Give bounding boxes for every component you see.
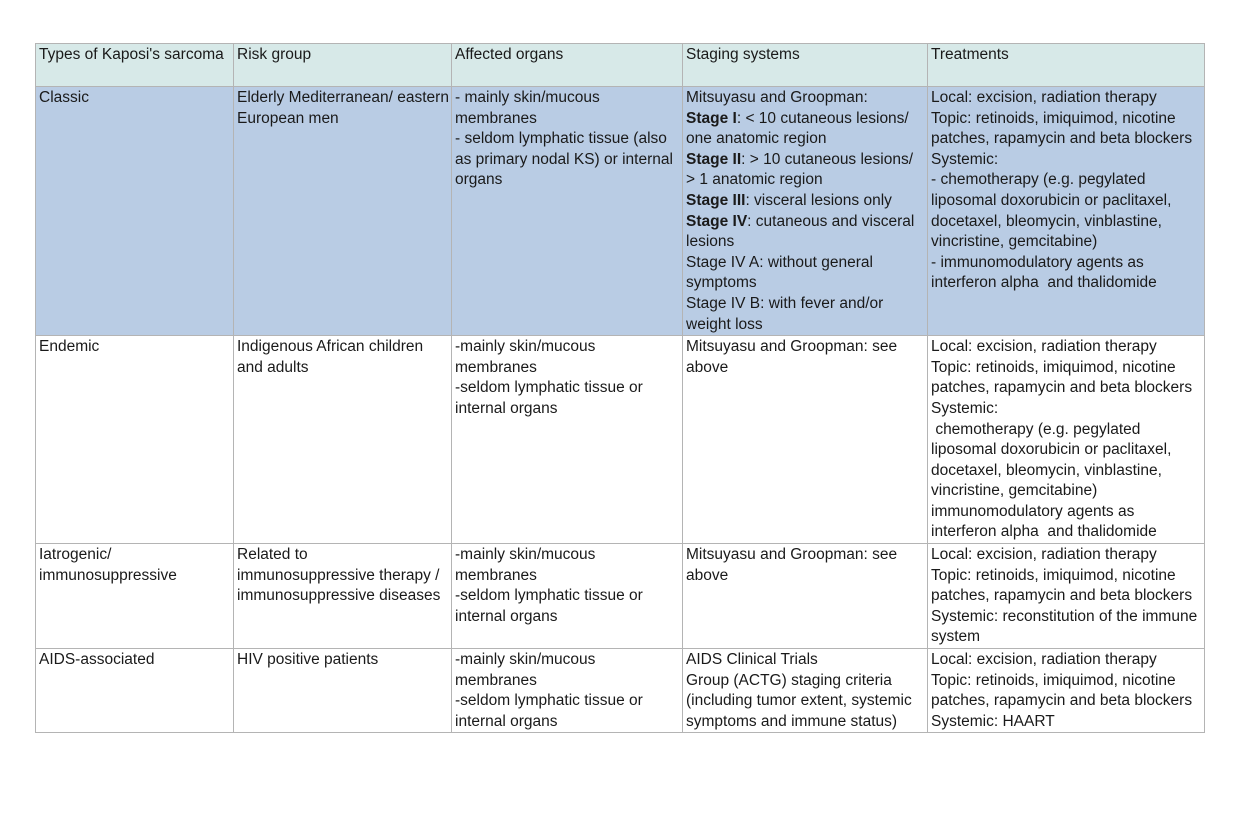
treatment-line: Systemic: bbox=[931, 399, 999, 417]
cell-treatments bbox=[928, 544, 1205, 649]
header-staging-systems: Staging systems bbox=[683, 44, 928, 87]
organ-line: -seldom lymphatic tissue or internal organs bbox=[455, 587, 648, 625]
staging-line bbox=[686, 545, 925, 586]
cell-risk-group: Indigenous African children and adults bbox=[234, 336, 452, 544]
cell-affected-organs bbox=[452, 336, 683, 544]
stage-text: Mitsuyasu and Groopman: see above bbox=[686, 338, 902, 376]
treatment-line: Local: excision, radiation therapy bbox=[931, 338, 1157, 356]
staging-line bbox=[686, 212, 925, 253]
header-affected-organs: Affected organs bbox=[452, 44, 683, 87]
organ-line: -seldom lymphatic tissue or internal organs bbox=[455, 379, 648, 417]
cell-type: Endemic bbox=[36, 336, 234, 544]
cell-staging bbox=[683, 649, 928, 733]
treatment-line: Systemic: bbox=[931, 150, 999, 168]
staging-line bbox=[686, 294, 925, 335]
header-types: Types of Kaposi's sarcoma bbox=[36, 44, 234, 87]
staging-line bbox=[686, 671, 925, 733]
cell-type: Classic bbox=[36, 87, 234, 336]
stage-label: Stage III bbox=[686, 191, 746, 209]
treatment-line: Local: excision, radiation therapy bbox=[931, 89, 1157, 106]
cell-affected-organs bbox=[452, 87, 683, 336]
treatment-line: Systemic: HAART bbox=[931, 712, 1055, 730]
treatment-line: - chemotherapy (e.g. pegylated liposomal doxorubicin or paclitaxel, docetaxel, bleomycin, vinblastine, vincristine, gemcitabine) bbox=[931, 171, 1176, 251]
treatment-line: - immunomodulatory agents as interferon alpha and thalidomide bbox=[931, 253, 1157, 292]
organ-line: -mainly skin/mucous membranes bbox=[455, 651, 600, 689]
stage-text: : visceral lesions only bbox=[745, 191, 892, 209]
stage-text: Stage IV A: without general symptoms bbox=[686, 253, 878, 292]
staging-line bbox=[686, 150, 925, 191]
cell-staging bbox=[683, 87, 928, 336]
staging-line bbox=[686, 650, 925, 671]
stage-text: : cutaneous and visceral lesions bbox=[686, 212, 919, 251]
cell-treatments bbox=[928, 87, 1205, 336]
table-row bbox=[36, 544, 1205, 649]
table-row bbox=[36, 336, 1205, 544]
cell-type: AIDS-associated bbox=[36, 649, 234, 733]
stage-text: Group (ACTG) staging criteria (including tumor extent, systemic symptoms and immune status) bbox=[686, 671, 917, 730]
treatment-line: Topic: retinoids, imiquimod, nicotine patches, rapamycin and beta blockers bbox=[931, 566, 1193, 605]
treatment-line: Topic: retinoids, imiquimod, nicotine patches, rapamycin and beta blockers bbox=[931, 358, 1193, 397]
treatment-line: Local: excision, radiation therapy bbox=[931, 546, 1157, 564]
table-body bbox=[36, 87, 1205, 733]
table-header bbox=[36, 44, 1205, 87]
stage-text: Stage IV B: with fever and/or weight loss bbox=[686, 294, 888, 333]
treatment-line: Systemic: reconstitution of the immune system bbox=[931, 607, 1202, 646]
staging-line bbox=[686, 253, 925, 294]
header-row bbox=[36, 44, 1205, 87]
treatment-line: Topic: retinoids, imiquimod, nicotine patches, rapamycin and beta blockers bbox=[931, 109, 1193, 148]
stage-text: AIDS Clinical Trials bbox=[686, 651, 818, 669]
cell-staging bbox=[683, 336, 928, 544]
staging-line bbox=[686, 337, 925, 378]
cell-treatments bbox=[928, 336, 1205, 544]
table-row bbox=[36, 87, 1205, 336]
organ-line: - mainly skin/mucous membranes bbox=[455, 89, 605, 127]
cell-affected-organs bbox=[452, 544, 683, 649]
stage-label: Stage II bbox=[686, 150, 742, 168]
cell-risk-group: Elderly Mediterranean/ eastern European men bbox=[234, 87, 452, 336]
organ-line: -seldom lymphatic tissue or internal organs bbox=[455, 692, 648, 730]
stage-text: : > 10 cutaneous lesions/ > 1 anatomic region bbox=[686, 150, 918, 189]
header-risk-group: Risk group bbox=[234, 44, 452, 87]
stage-label: Stage IV bbox=[686, 212, 748, 230]
treatment-line: chemotherapy (e.g. pegylated liposomal doxorubicin or paclitaxel, docetaxel, bleomycin, vinblastine, vincristine, gemcitabine) bbox=[931, 420, 1176, 500]
cell-risk-group: Related to immunosuppressive therapy / immunosuppressive diseases bbox=[234, 544, 452, 649]
treatment-line: Topic: retinoids, imiquimod, nicotine patches, rapamycin and beta blockers bbox=[931, 671, 1193, 710]
stage-text: Mitsuyasu and Groopman: see above bbox=[686, 546, 902, 584]
cell-risk-group: HIV positive patients bbox=[234, 649, 452, 733]
organ-line: -mainly skin/mucous membranes bbox=[455, 338, 600, 376]
cell-treatments bbox=[928, 649, 1205, 733]
stage-text: : < 10 cutaneous lesions/ one anatomic region bbox=[686, 109, 914, 148]
stage-text: Mitsuyasu and Groopman: bbox=[686, 89, 868, 106]
cell-affected-organs bbox=[452, 649, 683, 733]
treatment-line: Local: excision, radiation therapy bbox=[931, 651, 1157, 669]
cell-type: Iatrogenic/ immunosuppressive bbox=[36, 544, 234, 649]
organ-line: - seldom lymphatic tissue (also as primary nodal KS) or internal organs bbox=[455, 130, 678, 189]
treatment-line: immunomodulatory agents as interferon alpha and thalidomide bbox=[931, 502, 1157, 541]
stage-label: Stage I bbox=[686, 109, 737, 127]
staging-line bbox=[686, 109, 925, 150]
cell-staging bbox=[683, 544, 928, 649]
staging-line bbox=[686, 191, 925, 212]
header-treatments: Treatments bbox=[928, 44, 1205, 87]
staging-line bbox=[686, 88, 925, 109]
kaposi-sarcoma-table bbox=[35, 43, 1205, 733]
table-row bbox=[36, 649, 1205, 733]
organ-line: -mainly skin/mucous membranes bbox=[455, 546, 600, 584]
